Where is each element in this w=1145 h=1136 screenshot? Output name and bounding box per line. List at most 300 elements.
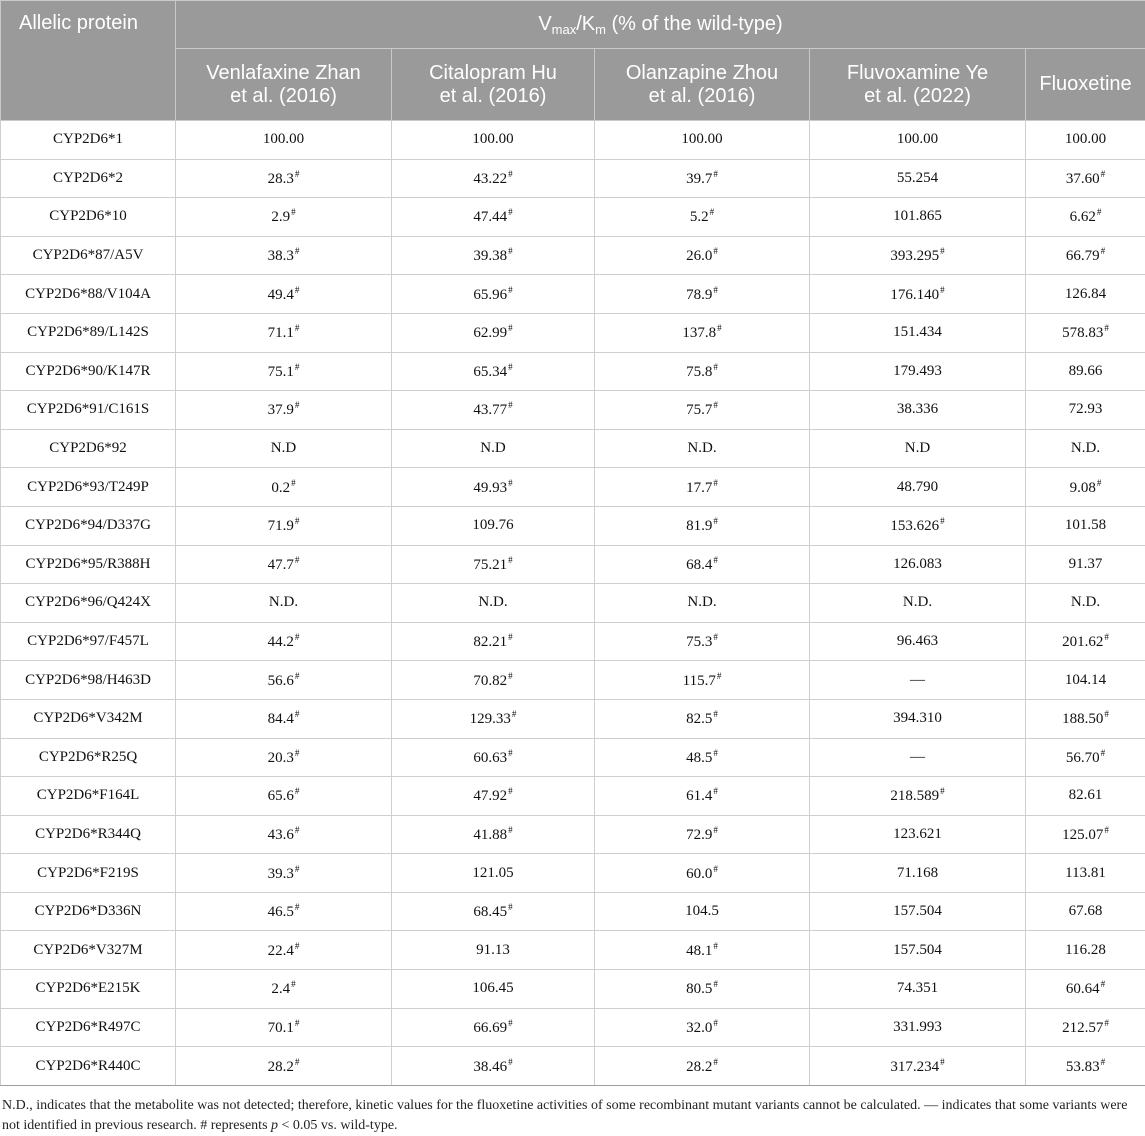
table-cell [595, 622, 810, 661]
cell-value: 28.2 [268, 1059, 294, 1075]
table-cell [176, 1008, 392, 1047]
table-cell [176, 931, 392, 970]
cell-value: 67.68 [1069, 903, 1103, 919]
table-footnote [0, 1086, 1145, 1136]
cell-value: 38.336 [897, 401, 938, 417]
header-col-line2: et al. (2016) [230, 85, 337, 107]
table-cell [595, 159, 810, 198]
header-citalopram [392, 49, 595, 121]
table-row [1, 970, 1145, 1009]
table-cell [392, 1008, 595, 1047]
table-cell [392, 468, 595, 507]
table-row [1, 352, 1145, 391]
row-allele-name: CYP2D6*98/H463D [1, 661, 176, 700]
table-row [1, 854, 1145, 893]
significance-mark: # [713, 632, 718, 642]
cell-value: 176.140 [890, 287, 939, 303]
table-cell [595, 506, 810, 545]
row-allele-name: CYP2D6*R344Q [1, 815, 176, 854]
significance-mark: # [717, 323, 722, 333]
significance-mark: # [508, 632, 513, 642]
cell-value: 100.00 [897, 131, 938, 147]
table-cell [810, 931, 1026, 970]
table-cell [392, 275, 595, 314]
significance-mark: # [295, 400, 300, 410]
table-cell [1026, 275, 1145, 314]
header-olanzapine [595, 49, 810, 121]
cell-value: 188.50 [1062, 711, 1103, 727]
table-cell [595, 970, 810, 1009]
significance-mark: # [295, 902, 300, 912]
table-cell [810, 699, 1026, 738]
table-cell [392, 661, 595, 700]
significance-mark: # [1097, 207, 1102, 217]
cell-value: 71.9 [268, 518, 294, 534]
table-cell [810, 352, 1026, 391]
cell-value: 60.63 [473, 750, 507, 766]
footnote-text-end: < 0.05 vs. wild-type. [278, 1118, 398, 1133]
table-cell [1026, 699, 1145, 738]
table-cell [810, 777, 1026, 816]
cell-value: 116.28 [1065, 942, 1106, 958]
table-cell [595, 584, 810, 623]
cell-value: 75.1 [268, 364, 294, 380]
significance-mark: # [508, 786, 513, 796]
cell-value: 126.84 [1065, 286, 1106, 302]
significance-mark: # [940, 516, 945, 526]
table-cell [595, 121, 810, 160]
significance-mark: # [508, 902, 513, 912]
row-allele-name: CYP2D6*D336N [1, 892, 176, 931]
cell-value: 100.00 [681, 131, 722, 147]
table-row [1, 545, 1145, 584]
cell-value: N.D. [687, 440, 716, 456]
significance-mark: # [940, 246, 945, 256]
cell-value: 75.8 [686, 364, 712, 380]
row-allele-name: CYP2D6*92 [1, 429, 176, 468]
cell-value: 43.22 [473, 171, 507, 187]
table-cell [176, 121, 392, 160]
cell-value: 106.45 [472, 980, 513, 996]
table-cell [810, 970, 1026, 1009]
row-allele-name: CYP2D6*2 [1, 159, 176, 198]
table-cell [810, 236, 1026, 275]
table-cell [1026, 970, 1145, 1009]
cell-value: N.D. [478, 594, 507, 610]
significance-mark: # [508, 478, 513, 488]
table-cell [595, 275, 810, 314]
table-cell [176, 391, 392, 430]
cell-value: 153.626 [890, 518, 939, 534]
significance-mark: # [713, 786, 718, 796]
cell-value: 101.58 [1065, 517, 1106, 533]
row-allele-name: CYP2D6*95/R388H [1, 545, 176, 584]
significance-mark: # [508, 555, 513, 565]
table-row [1, 429, 1145, 468]
cell-value: 100.00 [263, 131, 304, 147]
table-cell [1026, 777, 1145, 816]
cell-value: 89.66 [1069, 363, 1103, 379]
header-col-line1: Venlafaxine Zhan [206, 62, 361, 84]
table-cell [810, 815, 1026, 854]
cell-value: 123.621 [893, 826, 942, 842]
cell-value: 39.7 [686, 171, 712, 187]
cell-value: 48.1 [686, 943, 712, 959]
table-row [1, 622, 1145, 661]
significance-mark: # [295, 786, 300, 796]
table-cell [810, 391, 1026, 430]
cell-value: 212.57 [1062, 1020, 1103, 1036]
table-row [1, 738, 1145, 777]
table-cell [392, 506, 595, 545]
significance-mark: # [295, 709, 300, 719]
footnote-p: p [271, 1118, 278, 1133]
table-cell [176, 815, 392, 854]
table-row [1, 198, 1145, 237]
footnote-text: N.D., indicates that the metabolite was not detected; therefore, kinetic values for the fluoxetine activities of some recombinant mutant variants cannot be calculated. — indicates that some variants were not identified in previous research. # represents [2, 1098, 1127, 1133]
table-cell [176, 545, 392, 584]
cell-value: 17.7 [686, 480, 712, 496]
significance-mark: # [295, 555, 300, 565]
cell-value: 101.865 [893, 208, 942, 224]
table-cell [392, 777, 595, 816]
table-cell [595, 429, 810, 468]
cell-value: 71.1 [268, 325, 294, 341]
table-row [1, 121, 1145, 160]
table-cell [1026, 738, 1145, 777]
table-row [1, 1047, 1145, 1086]
row-allele-name: CYP2D6*R497C [1, 1008, 176, 1047]
table-cell [810, 275, 1026, 314]
significance-mark: # [1101, 979, 1106, 989]
cell-value: 66.79 [1066, 248, 1100, 264]
row-allele-name: CYP2D6*E215K [1, 970, 176, 1009]
table-row [1, 313, 1145, 352]
significance-mark: # [713, 709, 718, 719]
table-row [1, 1008, 1145, 1047]
table-cell [1026, 352, 1145, 391]
header-k: /K [576, 13, 595, 35]
table-cell [595, 545, 810, 584]
table-cell [595, 198, 810, 237]
header-group-vmax-km [176, 1, 1145, 49]
cell-value: 56.6 [268, 673, 294, 689]
table-cell [595, 699, 810, 738]
table-row [1, 777, 1145, 816]
table-header [1, 1, 1145, 121]
cell-value: 82.61 [1069, 787, 1103, 803]
header-col-line2: et al. (2016) [440, 85, 547, 107]
table-cell [810, 854, 1026, 893]
table-cell [392, 545, 595, 584]
row-allele-name: CYP2D6*R25Q [1, 738, 176, 777]
table-cell [1026, 429, 1145, 468]
header-v-sub: max [552, 22, 577, 37]
row-allele-name: CYP2D6*90/K147R [1, 352, 176, 391]
significance-mark: # [713, 941, 718, 951]
row-allele-name: CYP2D6*V342M [1, 699, 176, 738]
cell-value: 0.2 [271, 480, 290, 496]
table-cell [595, 352, 810, 391]
cell-value: 137.8 [682, 325, 716, 341]
table-cell [1026, 545, 1145, 584]
table-cell [176, 275, 392, 314]
table-row [1, 391, 1145, 430]
significance-mark: # [713, 748, 718, 758]
header-fluoxetine [1026, 49, 1145, 121]
table-cell [1026, 236, 1145, 275]
table-cell [595, 468, 810, 507]
significance-mark: # [508, 825, 513, 835]
significance-mark: # [940, 285, 945, 295]
header-col-line2: et al. (2016) [649, 85, 756, 107]
cell-value: 91.37 [1069, 556, 1103, 572]
significance-mark: # [713, 979, 718, 989]
significance-mark: # [295, 1018, 300, 1028]
row-allele-name: CYP2D6*1 [1, 121, 176, 160]
table-cell [176, 892, 392, 931]
header-fluvoxamine [810, 49, 1026, 121]
table-row [1, 468, 1145, 507]
cell-value: 331.993 [893, 1019, 942, 1035]
cell-value: 65.34 [473, 364, 507, 380]
row-allele-name: CYP2D6*F219S [1, 854, 176, 893]
significance-mark: # [508, 1057, 513, 1067]
table-cell [392, 313, 595, 352]
significance-mark: # [512, 709, 517, 719]
header-venlafaxine [176, 49, 392, 121]
table-cell [392, 121, 595, 160]
cell-value: N.D. [1071, 594, 1100, 610]
table-cell [595, 931, 810, 970]
table-row [1, 815, 1145, 854]
table-cell [392, 198, 595, 237]
cell-value: 82.5 [686, 711, 712, 727]
cell-value: 151.434 [893, 324, 942, 340]
cell-value: 84.4 [268, 711, 294, 727]
cell-value: 48.790 [897, 479, 938, 495]
cell-value: — [910, 672, 925, 688]
cell-value: 5.2 [690, 209, 709, 225]
significance-mark: # [508, 246, 513, 256]
cell-value: 61.4 [686, 788, 712, 804]
cell-value: 72.9 [686, 827, 712, 843]
table-cell [176, 198, 392, 237]
header-col-line1: Fluoxetine [1039, 73, 1131, 95]
significance-mark: # [291, 478, 296, 488]
table-cell [595, 892, 810, 931]
cell-value: 38.3 [268, 248, 294, 264]
significance-mark: # [713, 555, 718, 565]
cell-value: 82.21 [473, 634, 507, 650]
table-cell [176, 854, 392, 893]
table-cell [1026, 584, 1145, 623]
significance-mark: # [295, 864, 300, 874]
cell-value: 37.9 [268, 402, 294, 418]
cell-value: 578.83 [1062, 325, 1103, 341]
cell-value: 60.64 [1066, 981, 1100, 997]
significance-mark: # [508, 285, 513, 295]
significance-mark: # [940, 786, 945, 796]
table-cell [176, 699, 392, 738]
cell-value: 71.168 [897, 865, 938, 881]
table-cell [595, 777, 810, 816]
table-cell [392, 892, 595, 931]
table-cell [392, 429, 595, 468]
cell-value: 20.3 [268, 750, 294, 766]
table-cell [392, 854, 595, 893]
table-cell [810, 506, 1026, 545]
table-cell [392, 352, 595, 391]
table-row [1, 159, 1145, 198]
table-cell [595, 854, 810, 893]
table-cell [1026, 313, 1145, 352]
cell-value: 2.4 [271, 981, 290, 997]
header-k-sub: m [595, 22, 606, 37]
cell-value: 46.5 [268, 904, 294, 920]
table-cell [1026, 931, 1145, 970]
cell-value: 91.13 [476, 942, 510, 958]
table-cell [595, 661, 810, 700]
cell-value: 60.0 [686, 866, 712, 882]
table-cell [392, 1047, 595, 1086]
significance-mark: # [1104, 632, 1109, 642]
significance-mark: # [295, 748, 300, 758]
cell-value: N.D. [1071, 440, 1100, 456]
significance-mark: # [713, 246, 718, 256]
table-row [1, 661, 1145, 700]
significance-mark: # [508, 362, 513, 372]
cell-value: 75.21 [473, 557, 507, 573]
header-v: V [538, 13, 551, 35]
table-cell [810, 584, 1026, 623]
significance-mark: # [1104, 1018, 1109, 1028]
cell-value: 38.46 [473, 1059, 507, 1075]
table-cell [1026, 815, 1145, 854]
table-cell [595, 1008, 810, 1047]
cell-value: 121.05 [472, 865, 513, 881]
cell-value: 53.83 [1066, 1059, 1100, 1075]
cell-value: 47.44 [473, 209, 507, 225]
table-cell [392, 159, 595, 198]
cell-value: 43.77 [473, 402, 507, 418]
significance-mark: # [713, 1018, 718, 1028]
cell-value: 65.96 [473, 287, 507, 303]
significance-mark: # [295, 671, 300, 681]
header-col-line1: Fluvoxamine Ye [847, 62, 988, 84]
cell-value: 75.7 [686, 402, 712, 418]
significance-mark: # [713, 478, 718, 488]
table-cell [810, 892, 1026, 931]
cell-value: 48.5 [686, 750, 712, 766]
table-row [1, 236, 1145, 275]
cell-value: 201.62 [1062, 634, 1103, 650]
cell-value: 104.5 [685, 903, 719, 919]
table-cell [1026, 622, 1145, 661]
significance-mark: # [295, 941, 300, 951]
table-cell [595, 236, 810, 275]
row-allele-name: CYP2D6*91/C161S [1, 391, 176, 430]
cell-value: 43.6 [268, 827, 294, 843]
row-allele-name: CYP2D6*R440C [1, 1047, 176, 1086]
table-row [1, 892, 1145, 931]
cell-value: 62.99 [473, 325, 507, 341]
table-cell [1026, 661, 1145, 700]
row-allele-name: CYP2D6*V327M [1, 931, 176, 970]
cell-value: 68.4 [686, 557, 712, 573]
significance-mark: # [295, 323, 300, 333]
table-cell [176, 313, 392, 352]
significance-mark: # [1104, 825, 1109, 835]
significance-mark: # [713, 516, 718, 526]
cell-value: — [910, 749, 925, 765]
table-cell [595, 313, 810, 352]
cell-value: 74.351 [897, 980, 938, 996]
significance-mark: # [295, 285, 300, 295]
cell-value: 68.45 [473, 904, 507, 920]
significance-mark: # [713, 864, 718, 874]
table-cell [810, 468, 1026, 507]
table-cell [392, 622, 595, 661]
table-cell [810, 622, 1026, 661]
table-cell [810, 159, 1026, 198]
table-cell [392, 970, 595, 1009]
significance-mark: # [295, 825, 300, 835]
cell-value: 179.493 [893, 363, 942, 379]
header-col-line1: Olanzapine Zhou [626, 62, 778, 84]
table-cell [810, 1047, 1026, 1086]
table-cell [1026, 121, 1145, 160]
cell-value: N.D [480, 440, 505, 456]
cell-value: 39.3 [268, 866, 294, 882]
header-rest: (% of the wild-type) [606, 13, 783, 35]
row-allele-name: CYP2D6*97/F457L [1, 622, 176, 661]
row-allele-name: CYP2D6*93/T249P [1, 468, 176, 507]
cell-value: 157.504 [893, 903, 942, 919]
cell-value: 66.69 [473, 1020, 507, 1036]
cell-value: N.D [271, 440, 296, 456]
significance-mark: # [508, 323, 513, 333]
cell-value: 28.2 [686, 1059, 712, 1075]
significance-mark: # [713, 169, 718, 179]
significance-mark: # [508, 671, 513, 681]
significance-mark: # [713, 1057, 718, 1067]
significance-mark: # [291, 207, 296, 217]
significance-mark: # [717, 671, 722, 681]
cell-value: 109.76 [472, 517, 513, 533]
cell-value: 39.38 [473, 248, 507, 264]
cell-value: 47.7 [268, 557, 294, 573]
cell-value: 126.083 [893, 556, 942, 572]
cell-value: 49.4 [268, 287, 294, 303]
cell-value: N.D. [687, 594, 716, 610]
table-cell [1026, 468, 1145, 507]
table-cell [392, 236, 595, 275]
significance-mark: # [1104, 709, 1109, 719]
row-allele-name: CYP2D6*89/L142S [1, 313, 176, 352]
cell-value: 218.589 [890, 788, 939, 804]
table-row [1, 699, 1145, 738]
row-allele-name: CYP2D6*F164L [1, 777, 176, 816]
table-cell [392, 931, 595, 970]
significance-mark: # [1101, 748, 1106, 758]
cell-value: 56.70 [1066, 750, 1100, 766]
table-cell [392, 391, 595, 430]
significance-mark: # [508, 400, 513, 410]
cell-value: 125.07 [1062, 827, 1103, 843]
table-cell [176, 506, 392, 545]
significance-mark: # [1101, 1057, 1106, 1067]
